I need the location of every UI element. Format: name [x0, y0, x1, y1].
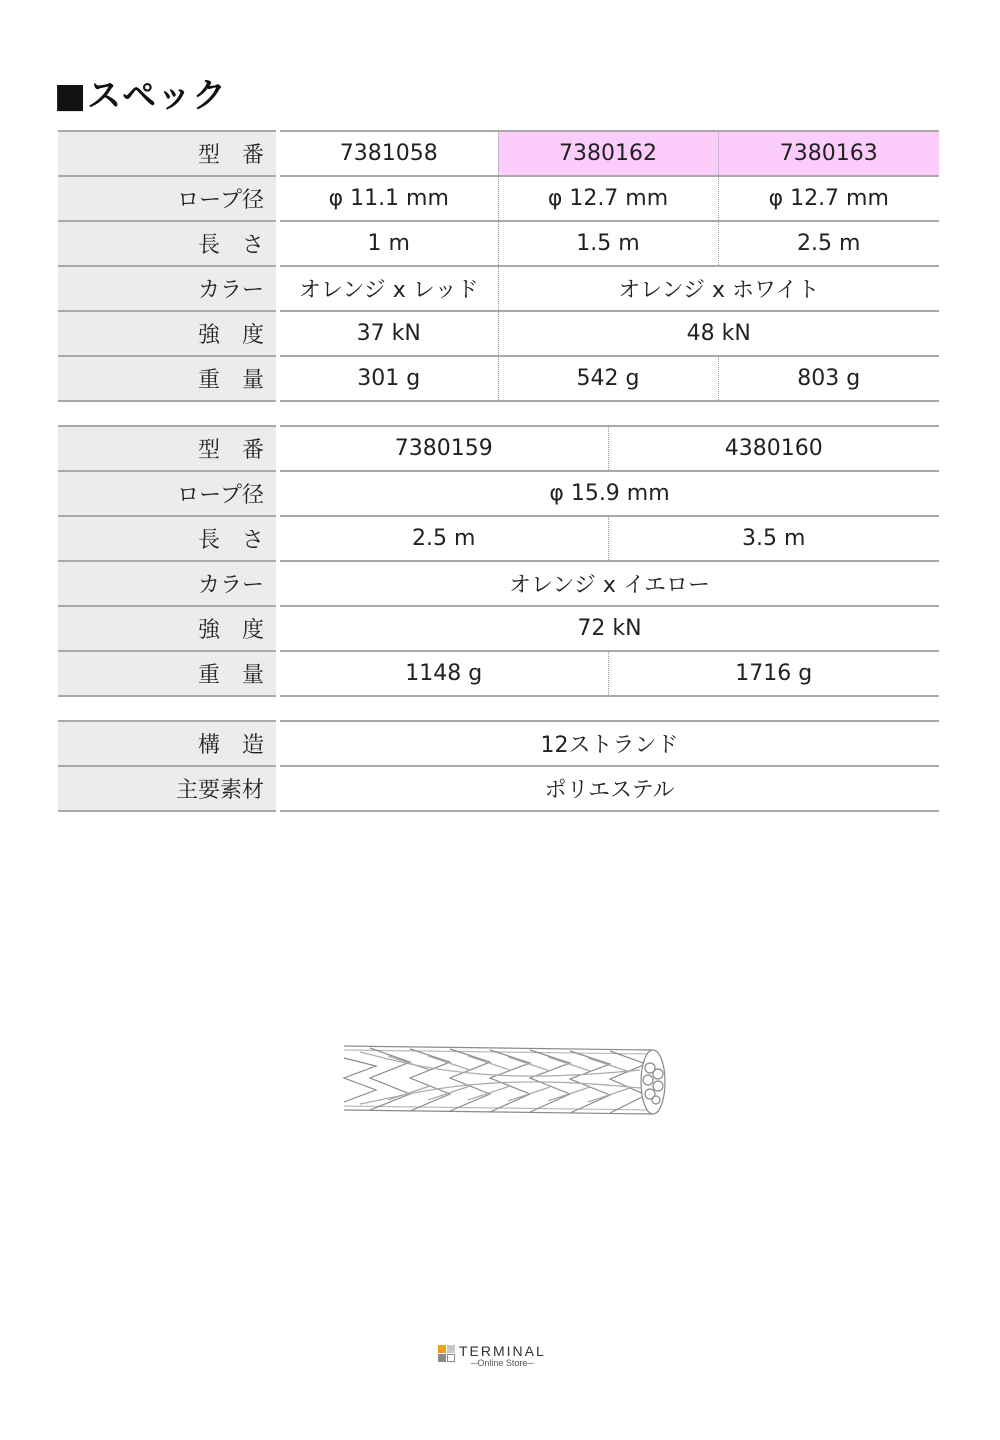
table-cell: 803 g [718, 356, 939, 401]
spec-table-3 [58, 720, 939, 812]
logo-mark-icon [438, 1345, 455, 1362]
table-cell: オレンジ x レッド [278, 266, 498, 311]
table-row [58, 516, 939, 561]
table-cell: 7380162 [498, 131, 718, 176]
row-label: 強 度 [58, 311, 278, 356]
table-cell: φ 12.7 mm [718, 176, 939, 221]
table-cell: 542 g [498, 356, 718, 401]
table-row [58, 266, 939, 311]
table-row [58, 131, 939, 176]
table-row [58, 721, 939, 766]
table-cell: 1.5 m [498, 221, 718, 266]
terminal-logo [438, 1344, 546, 1368]
rope-illustration [340, 1040, 670, 1118]
table-row [58, 606, 939, 651]
table-row [58, 651, 939, 696]
row-label: 強 度 [58, 606, 278, 651]
row-label: 主要素材 [58, 766, 278, 811]
table-row [58, 356, 939, 401]
row-label: カラー [58, 561, 278, 606]
table-row [58, 471, 939, 516]
row-label: ロープ径 [58, 176, 278, 221]
logo-brand: TERMINAL [459, 1343, 546, 1359]
table-row [58, 176, 939, 221]
table-cell: 301 g [278, 356, 498, 401]
row-label: 構 造 [58, 721, 278, 766]
table-cell: 3.5 m [608, 516, 939, 561]
table-row [58, 561, 939, 606]
table-cell: φ 15.9 mm [278, 471, 939, 516]
table-cell: ポリエステル [278, 766, 939, 811]
row-label: 長 さ [58, 516, 278, 561]
table-cell: 12ストランド [278, 721, 939, 766]
table-cell: 7380159 [278, 426, 608, 471]
table-cell: 1148 g [278, 651, 608, 696]
table-cell: オレンジ x イエロー [278, 561, 939, 606]
logo-subtitle: ─Online Store─ [471, 1358, 534, 1368]
table-cell: オレンジ x ホワイト [498, 266, 939, 311]
table-row [58, 221, 939, 266]
row-label: ロープ径 [58, 471, 278, 516]
row-label: 型 番 [58, 426, 278, 471]
table-row [58, 426, 939, 471]
table-row [58, 311, 939, 356]
table-cell: 7380163 [718, 131, 939, 176]
spec-table-2 [58, 425, 939, 697]
page-title [54, 68, 227, 117]
table-cell: 4380160 [608, 426, 939, 471]
table-cell: 48 kN [498, 311, 939, 356]
table-cell: 7381058 [278, 131, 498, 176]
table-cell: 2.5 m [718, 221, 939, 266]
row-label: 重 量 [58, 356, 278, 401]
table-row [58, 766, 939, 811]
table-cell: 1 m [278, 221, 498, 266]
spec-table-1 [58, 130, 939, 402]
table-cell: 72 kN [278, 606, 939, 651]
row-label: 重 量 [58, 651, 278, 696]
table-cell: 2.5 m [278, 516, 608, 561]
table-cell: 37 kN [278, 311, 498, 356]
table-cell: φ 11.1 mm [278, 176, 498, 221]
row-label: 型 番 [58, 131, 278, 176]
row-label: カラー [58, 266, 278, 311]
table-cell: φ 12.7 mm [498, 176, 718, 221]
spec-heading: ■スペック [54, 76, 228, 116]
table-cell: 1716 g [608, 651, 939, 696]
row-label: 長 さ [58, 221, 278, 266]
